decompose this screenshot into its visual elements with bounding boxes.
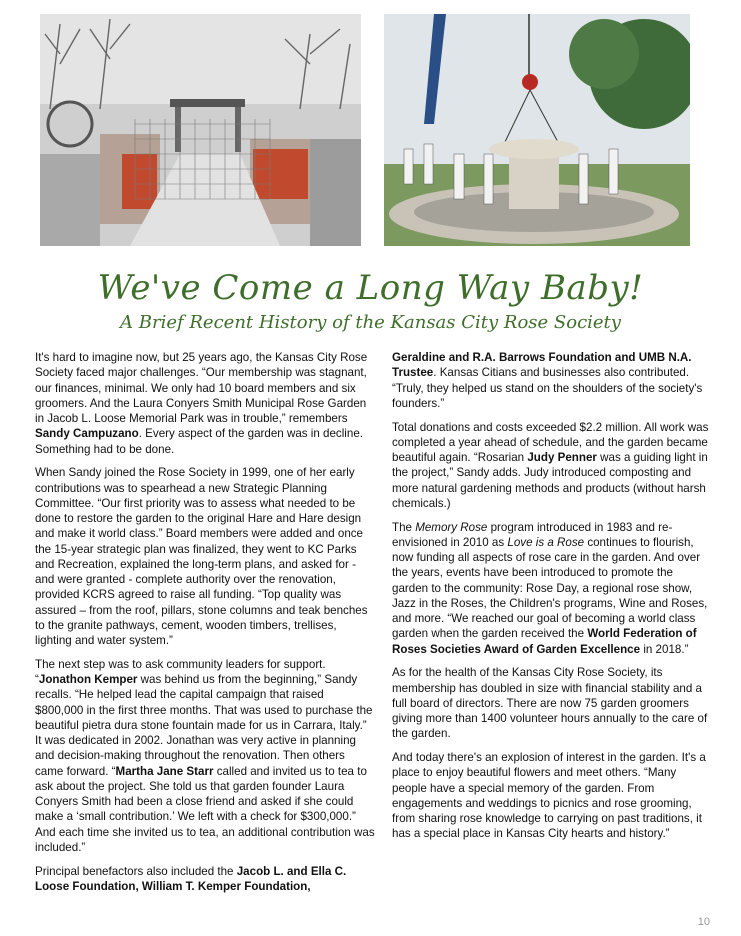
article-column-left — [35, 350, 375, 903]
fountain-installation-photo — [384, 14, 690, 246]
paragraph: The next step was to ask community leaders for support. “Jonathon Kemper was behind us from the beginning,” Sandy recalls. “He helped lead the capital campaign that raised $800,000 in the first three months. That was used to purchase the beautiful pietra dura stone fountain made for us in Carrara, Italy.” It was dedicated in 2002. Jonathan was very active in planning and decision-making throughout the renovation. Then others came forward. “Martha Jane Starr called and invited us to tea to ask about the project. She told us that garden founder Laura Conyers Smith had been a close friend and asked if she could make a ‘small contribution.’ We left with a check for $300,000.” And each time she invited us to tea, an additional contribution was included.” — [35, 657, 375, 854]
paragraph: Principal benefactors also included the Jacob L. and Ella C. Loose Foundation, William T. Kemper Foundation, — [35, 864, 347, 893]
page-title: We've Come a Long Way Baby! — [97, 268, 644, 308]
paragraph: Geraldine and R.A. Barrows Foundation and UMB N.A. Trustee. Kansas Citians and businesses also contributed. “Truly, they helped us stand on the shoulders of the society's founders.” — [392, 351, 703, 410]
paragraph: When Sandy joined the Rose Society in 1999, one of her early contributions was to spearhead a new Strategic Planning Committee. “Our first priority was to assess what needed to be done to restore the garden to the original Hare and Hare design and make it world class.” Board members were added and once the 15-year strategic plan was finalized, they went to KC Parks and Recreation, explained the long-term plans, and asked for - and were granted - complete authority over the renovation, provided KCRS agreed to raise all funding. “Top quality was assured – from the roof, pillars, stone columns and teak benches to the granite pathways, cement, wooden timbers, trellises, lighting and water system.” — [35, 466, 368, 647]
paragraph: The Memory Rose program introduced in 1983 and re-envisioned in 2010 as Love is a Rose continues to flourish, now funding all aspects of rose care in the garden. And over the years, events have been introduced to promote the garden to the community: Rose Day, a regional rose show, Jazz in the Roses, the Children's programs, Wine and Roses, and more. “We reached our goal of becoming a world class garden when the garden received the World Federation of Roses Societies Award of Garden Excellence in 2018.” — [392, 520, 708, 656]
paragraph: It's hard to imagine now, but 25 years ago, the Kansas City Rose Society faced major challenges. “Our membership was stagnant, our finances, minimal. We only had 10 board members and six groomers. And the Laura Conyers Smith Municipal Rose Garden in Jacob L. Loose Memorial Park was in trouble,” remembers Sandy Campuzano. Every aspect of the garden was in decline. Something had to be done. — [35, 351, 368, 456]
paragraph: As for the health of the Kansas City Rose Society, its membership has doubled in size with financial stability and a full board of directors. There are now 75 garden groomers giving more than 1400 volunteer hours annually to the care of the garden. — [392, 666, 708, 741]
page-subtitle: A Brief Recent History of the Kansas City Rose Society — [120, 312, 621, 333]
article-column-right — [392, 350, 712, 850]
paragraph: And today there's an explosion of interest in the garden. It's a place to enjoy beautiful flowers and meet others. “Many people have a special memory of the garden. From engagements and weddings to picnics and rose grooming, from sharing rose knowledge to carrying on past traditions, it has a special place in Kansas City hearts and history.” — [392, 751, 706, 841]
garden-entrance-photo — [40, 14, 361, 246]
page-number: 10 — [697, 916, 710, 928]
paragraph: Total donations and costs exceeded $2.2 million. All work was completed a year ahead of schedule, and the garden became beautiful again. “Rosarian Judy Penner was a guiding light in the project,” Sandy adds. Judy introduced composting and more natural gardening methods and products (without harsh chemicals.) — [392, 420, 709, 510]
